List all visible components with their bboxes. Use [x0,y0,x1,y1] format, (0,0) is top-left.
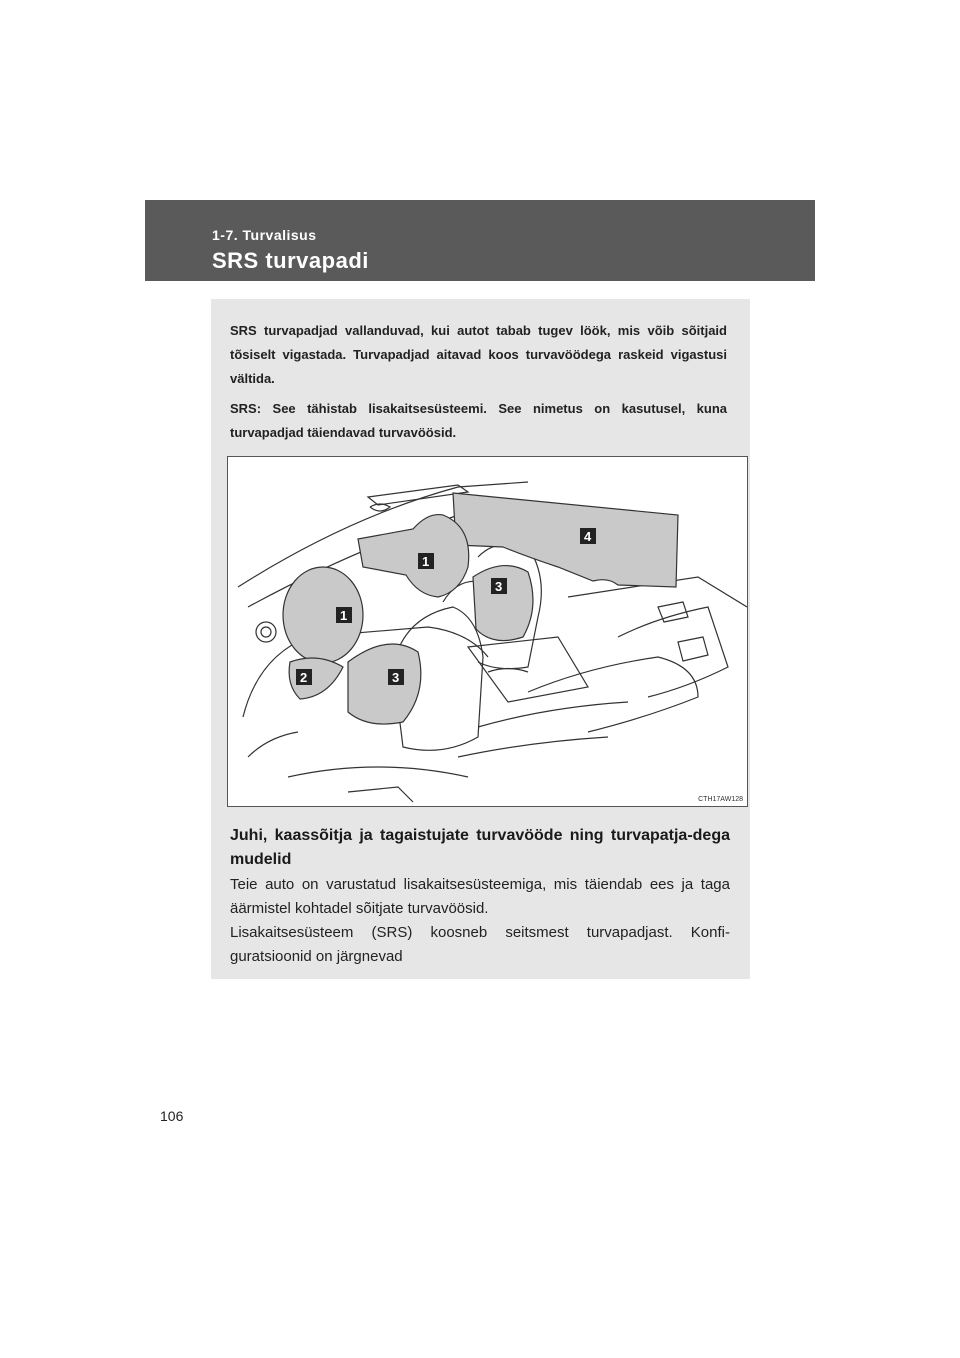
models-subheading: Juhi, kaassõitja ja tagaistujate turvavööde ning turvapatja-dega mudelid [230,827,730,868]
content-panel [211,299,750,979]
body-text [230,873,730,969]
body-paragraph-2: Lisakaitsesüsteem (SRS) koosneb seitsmest turvapadjast. Konfi-guratsioonid on järgnevad [230,924,730,965]
badge-3-front-side-label: 3 [392,670,400,685]
page-title: SRS turvapadi [212,248,369,273]
badge-4-curtain-label: 4 [584,529,592,544]
badge-2-knee-label: 2 [300,670,308,685]
badge-3-rear-side-label: 3 [495,579,503,594]
section-header [145,200,815,281]
section-label: 1-7. Turvalisus [212,227,317,243]
figure-code: CTH17AW128 [698,796,743,803]
badge-1-passenger-label: 1 [422,554,430,569]
airbag-illustration [227,456,748,807]
badge-1-driver-label: 1 [340,608,348,623]
page-number: 106 [160,1108,184,1124]
car-interior-drawing [228,457,747,806]
body-paragraph-1: Teie auto on varustatud lisakaitsesüsteemiga, mis täiendab ees ja taga äärmistel kohtadel sõitjate turvavöösid. [230,876,730,917]
intro-paragraph-1: SRS turvapadjad vallanduvad, kui autot tabab tugev löök, mis võib sõitjaid tõsiselt vigastada. Turvapadjad aitavad koos turvavöödega raskeid vigastusi vältida. [230,323,727,386]
intro-text [230,319,727,451]
intro-paragraph-2: SRS: See tähistab lisakaitsesüsteemi. See nimetus on kasutusel, kuna turvapadjad täiendavad turvavöösid. [230,401,727,440]
